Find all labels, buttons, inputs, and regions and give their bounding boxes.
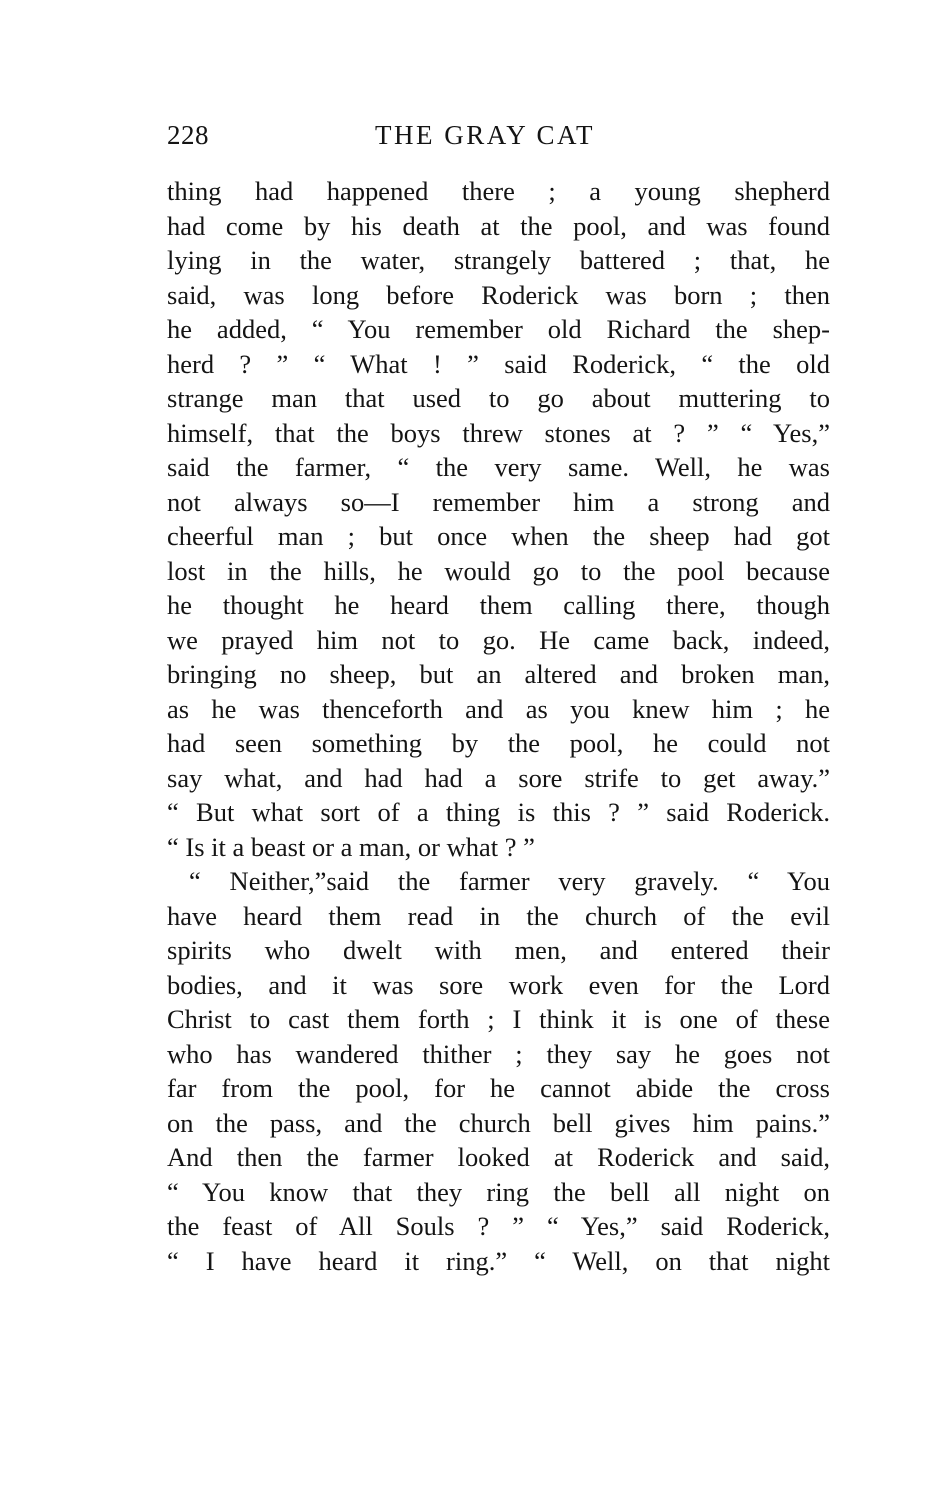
- text-line: “ But what sort of a thing is this ? ” said Roderick.: [167, 797, 830, 827]
- text-line: who has wandered thither ; they say he goes not: [167, 1038, 830, 1069]
- text-line: had come by his death at the pool, and was found: [167, 210, 830, 241]
- text-line: himself, that the boys threw stones at ? ” “ Yes,”: [167, 417, 830, 448]
- body-text: [167, 174, 830, 1278]
- text-line: we prayed him not to go. He came back, indeed,: [167, 624, 830, 655]
- text-line: far from the pool, for he cannot abide the cross: [167, 1073, 830, 1103]
- text-line: cheerful man ; but once when the sheep had got: [167, 521, 830, 551]
- text-line: bodies, and it was sore work even for the Lord: [167, 969, 830, 1000]
- text-line: said the farmer, “ the very same. Well, he was: [167, 452, 830, 482]
- text-line: thing had happened there ; a young shepherd: [167, 176, 830, 206]
- text-line: said, was long before Roderick was born ; then: [167, 279, 830, 310]
- text-line: lost in the hills, he would go to the pool because: [167, 555, 830, 586]
- text-line: he added, “ You remember old Richard the shep-: [167, 314, 830, 344]
- text-line: as he was thenceforth and as you knew him ; he: [167, 693, 830, 724]
- text-line: the feast of All Souls ? ” “ Yes,” said Roderick,: [167, 1211, 830, 1241]
- text-line: say what, and had had a sore strife to get away.”: [167, 762, 830, 793]
- text-line: lying in the water, strangely battered ; that, he: [167, 245, 830, 275]
- text-line: Christ to cast them forth ; I think it is one of these: [167, 1004, 830, 1034]
- paragraph-start-line: “ Neither,”said the farmer very gravely. “ You: [189, 866, 830, 896]
- text-line: spirits who dwelt with men, and entered their: [167, 935, 830, 965]
- page-header: [167, 120, 830, 160]
- text-line: herd ? ” “ What ! ” said Roderick, “ the old: [167, 348, 830, 379]
- text-line: And then the farmer looked at Roderick and said,: [167, 1142, 830, 1172]
- text-line: strange man that used to go about muttering to: [167, 383, 830, 413]
- text-line: bringing no sheep, but an altered and broken man,: [167, 659, 830, 689]
- text-line: “ I have heard it ring.” “ Well, on that night: [167, 1245, 830, 1276]
- text-line: had seen something by the pool, he could not: [167, 728, 830, 758]
- text-line: he thought he heard them calling there, though: [167, 590, 830, 620]
- text-line: have heard them read in the church of the evil: [167, 900, 830, 931]
- page-number: 228: [167, 120, 209, 150]
- running-head: THE GRAY CAT: [375, 120, 596, 150]
- text-line: “ You know that they ring the bell all night on: [167, 1176, 830, 1207]
- text-line: on the pass, and the church bell gives him pains.”: [167, 1107, 830, 1138]
- text-line: not always so—I remember him a strong and: [167, 486, 830, 517]
- paragraph-end-line: “ Is it a beast or a man, or what ? ”: [167, 831, 535, 862]
